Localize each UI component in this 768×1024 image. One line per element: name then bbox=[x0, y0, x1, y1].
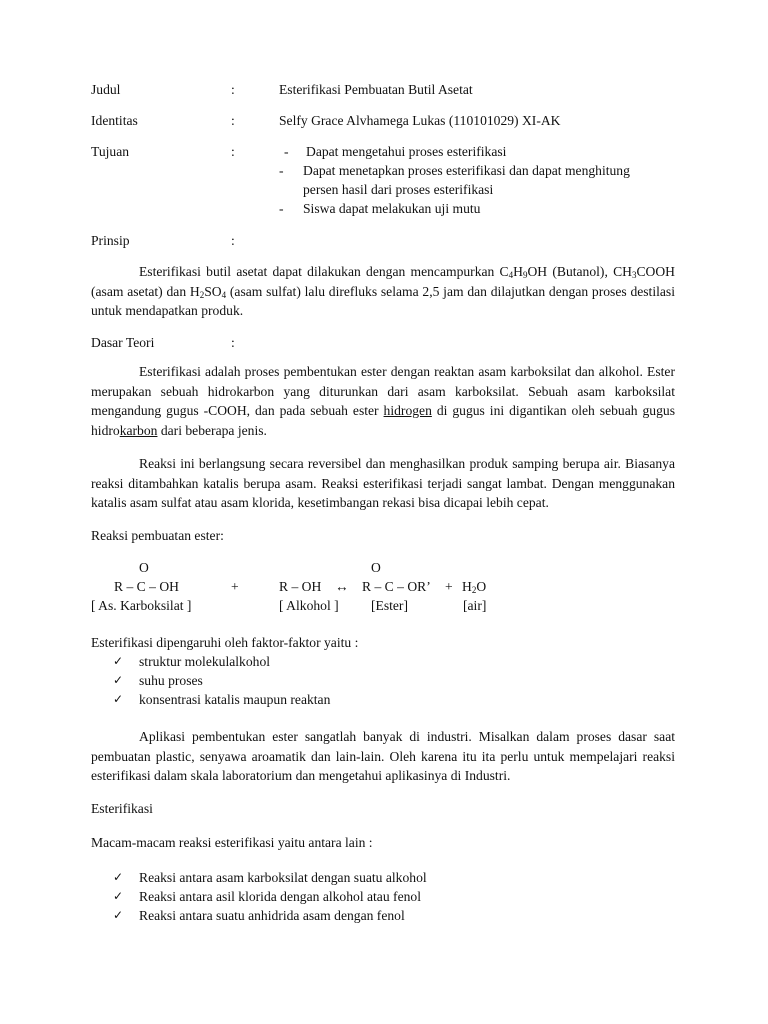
dasar-teori-colon: : bbox=[231, 335, 235, 350]
reaction-ester: R – C – OR’ bbox=[362, 579, 431, 594]
factor-item-3: konsentrasi katalis maupun reaktan bbox=[139, 692, 331, 707]
identitas-label: Identitas bbox=[91, 113, 138, 128]
identitas-value: Selfy Grace Alvhamega Lukas (110101029) XI-AK bbox=[279, 113, 561, 128]
reaction-heading: Reaksi pembuatan ester: bbox=[91, 528, 224, 543]
tujuan-item-1: Dapat mengetahui proses esterifikasi bbox=[306, 144, 507, 159]
reaction-label-alcohol: [ Alkohol ] bbox=[279, 598, 339, 613]
reaction-equilibrium-arrow: ↔ bbox=[335, 579, 349, 594]
esterifikasi-item-2: Reaksi antara asil klorida dengan alkohol atau fenol bbox=[139, 889, 421, 904]
reaction-label-water: [air] bbox=[463, 598, 487, 613]
esterifikasi-intro: Macam-macam reaksi esterifikasi yaitu antara lain : bbox=[91, 835, 373, 850]
prinsip-colon: : bbox=[231, 233, 235, 248]
reaction-label-acid: [ As. Karboksilat ] bbox=[91, 598, 192, 613]
check-icon: ✓ bbox=[113, 908, 124, 922]
reaction-plus-1: + bbox=[231, 579, 239, 594]
reaction-oxygen-2: O bbox=[371, 560, 381, 575]
tujuan-item-3: Siswa dapat melakukan uji mutu bbox=[303, 201, 481, 216]
reaction-label-ester: [Ester] bbox=[371, 598, 408, 613]
tujuan-dash-3: - bbox=[279, 201, 284, 216]
esterifikasi-item-1: Reaksi antara asam karboksilat dengan suatu alkohol bbox=[139, 870, 427, 885]
prinsip-label: Prinsip bbox=[91, 233, 130, 248]
reaction-alcohol: R – OH bbox=[279, 579, 322, 594]
karbon-link[interactable]: karbon bbox=[119, 422, 158, 438]
identitas-colon: : bbox=[231, 113, 235, 128]
check-icon: ✓ bbox=[113, 654, 124, 668]
judul-colon: : bbox=[231, 82, 235, 97]
factors-heading: Esterifikasi dipengaruhi oleh faktor-faktor yaitu : bbox=[91, 635, 359, 650]
dasar-teori-paragraph-2: Reaksi ini berlangsung secara reversibel dan menghasilkan produk samping berupa air. Biasanya reaksi ditambahkan katalis berupa asam. Reaksi esterifikasi terjadi sangat lambat. Dengan menggunakan katalis asam sulfat atau asam klorida, kesetimbangan rekasi bisa dicapai lebih cepat. bbox=[91, 456, 675, 510]
check-icon: ✓ bbox=[113, 673, 124, 687]
esterifikasi-heading: Esterifikasi bbox=[91, 801, 153, 816]
judul-label: Judul bbox=[91, 82, 121, 97]
check-icon: ✓ bbox=[113, 870, 124, 884]
esterifikasi-item-3: Reaksi antara suatu anhidrida asam dengan fenol bbox=[139, 908, 405, 923]
check-icon: ✓ bbox=[113, 692, 124, 706]
reaction-oxygen-1: O bbox=[139, 560, 149, 575]
factor-item-1: struktur molekulalkohol bbox=[139, 654, 271, 669]
reaction-carboxylic-acid: R – C – OH bbox=[114, 579, 179, 594]
aplikasi-paragraph: Aplikasi pembentukan ester sangatlah banyak di industri. Misalkan dalam proses dasar saat pembuatan plastic, senyawa aroamatik dan lain-lain. Oleh karena itu ita perlu untuk mempelajari reaksi esterifikasi dalam skala laboratorium dan mengetahui aplikasinya di Industri. bbox=[91, 729, 675, 783]
tujuan-item-2-cont: persen hasil dari proses esterifikasi bbox=[303, 182, 494, 197]
tujuan-colon: : bbox=[231, 144, 235, 159]
tujuan-item-2: Dapat menetapkan proses esterifikasi dan dapat menghitung bbox=[303, 163, 630, 178]
hidrogen-link[interactable]: hidrogen bbox=[383, 403, 432, 418]
check-icon: ✓ bbox=[113, 889, 124, 903]
factor-item-2: suhu proses bbox=[139, 673, 203, 688]
tujuan-dash-2: - bbox=[279, 163, 284, 178]
prinsip-paragraph: Esterifikasi butil asetat dapat dilakukan dengan mencampurkan $C_4H_9OH$ (Butanol), $CH_3COOH$ (asam asetat) dan $H_2SO_4$ (asam sulfat) lalu direfluks selama 2,5 jam dan dilajutkan dengan proses destilasi untuk mendapatkan produk. bbox=[91, 264, 675, 318]
dasar-teori-heading: Dasar Teori bbox=[91, 335, 155, 350]
tujuan-dash-1: - bbox=[284, 144, 289, 159]
dasar-teori-paragraph-1: Esterifikasi adalah proses pembentukan ester dengan reaktan asam karboksilat dan alkohol. Ester merupakan sebuah hidrokarbon yang diturunkan dari asam karboksilat. Sebuah asam karboksilat mengandung gugus -COOH, dan pada sebuah ester hidrogen di gugus ini digantikan oleh sebuah gugus hidrokarbon dari beberapa jenis. bbox=[91, 364, 675, 438]
reaction-plus-2: + bbox=[445, 579, 453, 594]
judul-value: Esterifikasi Pembuatan Butil Asetat bbox=[279, 82, 473, 97]
reaction-water: $H_2O$ bbox=[462, 579, 487, 595]
tujuan-label: Tujuan bbox=[91, 144, 130, 159]
